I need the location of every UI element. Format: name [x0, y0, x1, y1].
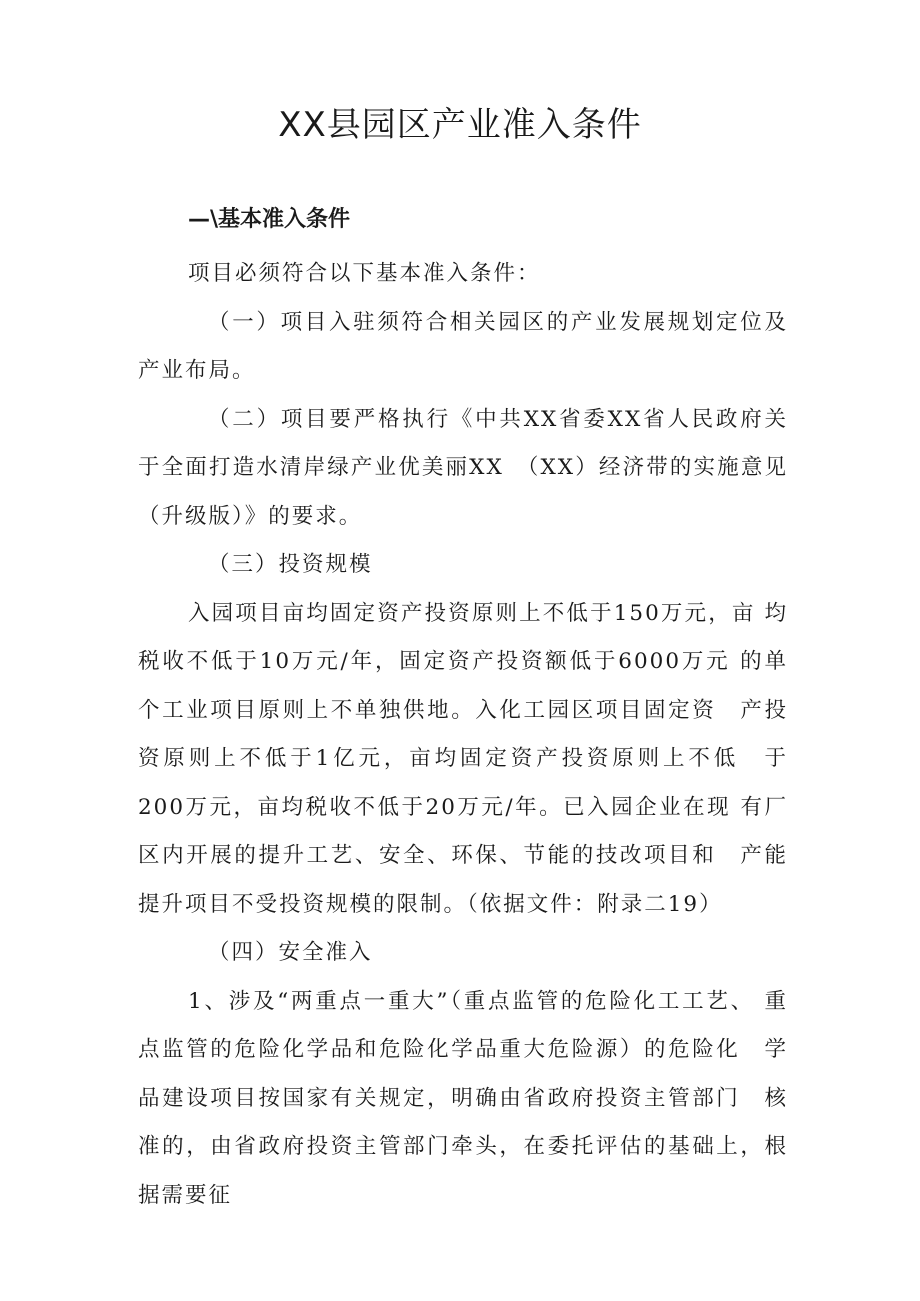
paragraph-item-2: （二）项目要严格执行《中共XX省委XX省人民政府关 于全面打造水清岸绿产业优美丽XX （XX）经济带的实施意见 （升级版）》的要求。	[138, 406, 812, 529]
section-heading: —\基本准入条件	[188, 207, 351, 232]
paragraph-item-1: （一）项目入驻须符合相关园区的产业发展规划定位及 产业布局。	[138, 309, 788, 383]
paragraph-item-4-heading: （四）安全准入	[208, 940, 373, 965]
paragraph-item-3-heading: （三）投资规模	[208, 552, 373, 577]
paragraph-investment-scale: 入园项目亩均固定资产投资原则上不低于150万元，亩 均税收不低于10万元/年，固定资产投资额低于6000万元 的单个工业项目原则上不单独供地。入化工园区项目固定资 产投资原则上不低于1亿元，亩均固定资产投资原则上不低 于200万元，亩均税收不低于20万元/年。已入园企业在现 有厂区内开展的提升工艺、安全、环保、节能的技改项目和 产能提升项目不受投资规模的限制。（依据文件：附录二19）	[138, 600, 788, 917]
document-body	[138, 250, 812, 1220]
paragraph-intro: 项目必须符合以下基本准入条件：	[188, 261, 541, 286]
paragraph-safety-rule-1: 1、涉及“两重点一重大”（重点监管的危险化工工艺、 重点监管的危险化学品和危险化学品重大危险源）的危险化 学品建设项目按国家有关规定，明确由省政府投资主管部门 核准的，由省政府投资主管部门牵头，在委托评估的基础上，根据需要征	[138, 988, 788, 1208]
document-title: XX县园区产业准入条件	[278, 105, 642, 145]
